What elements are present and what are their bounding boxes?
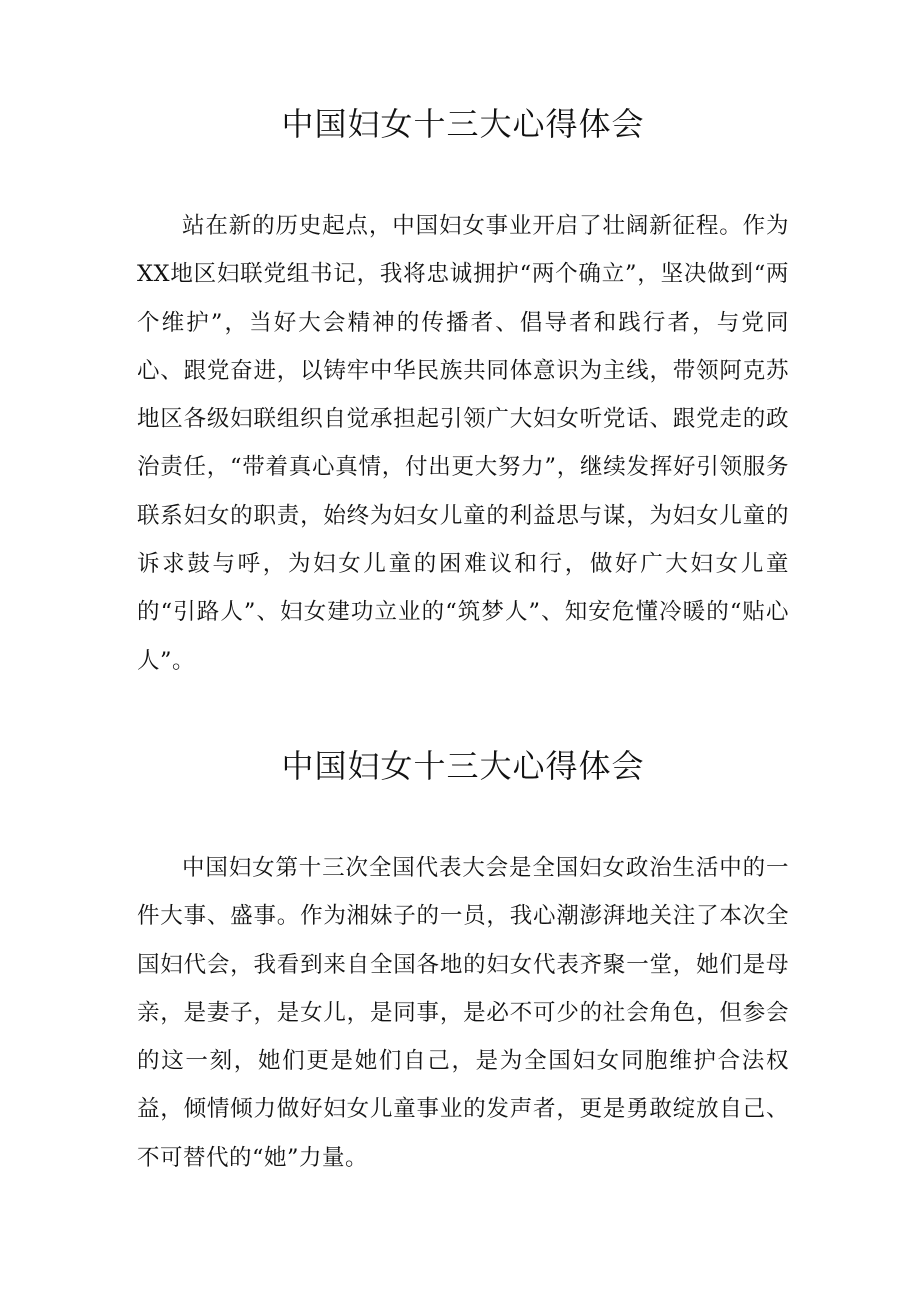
article-section-2 — [137, 738, 789, 1182]
section-1-title: 中国妇女十三大心得体会 — [281, 105, 645, 143]
section-2-title: 中国妇女十三大心得体会 — [281, 747, 645, 785]
section-2-paragraph: 中国妇女第十三次全国代表大会是全国妇女政治生活中的一件大事、盛事。作为湘妹子的一员，我心潮澎湃地关注了本次全国妇代会，我看到来自全国各地的妇女代表齐聚一堂，她们是母亲，是妻子，是女儿，是同事，是必不可少的社会角色，但参会的这一刻，她们更是她们自己，是为全国妇女同胞维护合法权益，倾情倾力做好妇女儿童事业的发声者，更是勇敢绽放自己、不可替代的“她”力量。 — [137, 855, 789, 1171]
section-1-paragraph: 站在新的历史起点，中国妇女事业开启了壮阔新征程。作为XX地区妇联党组书记，我将忠诚拥护“两个确立”，坚决做到“两个维护”，当好大会精神的传播者、倡导者和践行者，与党同心、跟党奋进，以铸牢中华民族共同体意识为主线，带领阿克苏地区各级妇联组织自觉承担起引领广大妇女听党话、跟党走的政治责任，“带着真心真情，付出更大努力”，继续发挥好引领服务联系妇女的职责，始终为妇女儿童的利益思与谋，为妇女儿童的诉求鼓与呼，为妇女儿童的困难议和行，做好广大妇女儿童的“引路人”、妇女建功立业的“筑梦人”、知安危懂冷暖的“贴心人”。 — [137, 213, 789, 674]
article-section-1 — [137, 96, 789, 685]
